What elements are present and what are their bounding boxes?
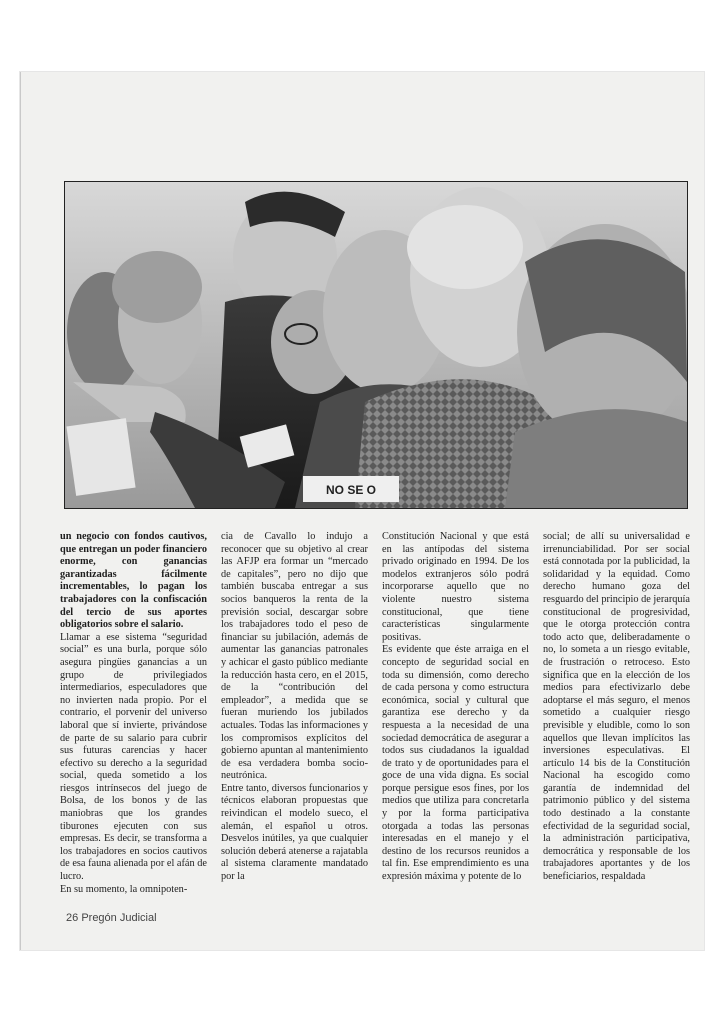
paragraph: social; de allí su universalidad e irrenunciabilidad. Por ser social está connotada por la publicidad, la solidaridad y la equidad. Como derecho humano goza del resguardo del principio de jerarquía constitucional de progresividad, que le otorga protección contra todo acto que, deliberadamente o no, lo someta a un riesgo evitable, de frustración o retroceso. Esto significa que en la elección de los medios para efectivizarlo debe adoptarse el más seguro, el menos sometido a cualquier riesgo previsible y eludible, como lo son aquellos que llevan implícitos las inversiones especulativas. El artículo 14 bis de la Constitución Nacional ha escogido como garantía de indemnidad del patrimonio público y del sistema todo destinado a la constante efectividad de la seguridad social, la administración participativa, democrática y responsable de los trabajadores aportantes y de los beneficiarios, respaldada <box>543 531 690 883</box>
protest-photo <box>64 181 688 509</box>
text-column-1 <box>60 531 207 896</box>
lead-paragraph: un negocio con fondos cautivos, que entregan un poder financiero enorme, con ganancias garantizadas fácilmente incrementables, lo pagan los trabajadores con la confiscación del tercio de sus aportes obligatorios sobre el salario. <box>60 531 207 631</box>
placard-text: NO SE O <box>325 483 377 497</box>
protest-photo-image <box>65 182 687 508</box>
text-column-4 <box>543 531 690 884</box>
magazine-page <box>20 72 704 950</box>
text-column-2 <box>221 531 368 884</box>
page-number: 26 <box>66 912 79 924</box>
page-footer <box>66 912 157 924</box>
paragraph: Es evidente que éste arraiga en el concepto de seguridad social en toda su dimensión, como derecho de cada persona y como estructura económica, social y cultural que garantiza ese derecho y da respuesta a la necesidad de una sociedad democrática de asegurar a todos sus ciudadanos la igualdad de trato y de oportunidades para el goce de una vida digna. Es social porque persigue esos fines, por los medios que utiliza para concretarla y por la forma participativa otorgada a todas las personas interesadas en el manejo y el destino de los recursos reunidos a tal fin. Ese emprendimiento es una expresión máxima y potente de lo <box>382 644 529 883</box>
publication-name: Pregón Judicial <box>81 912 157 924</box>
paragraph: Constitución Nacional y que está en las antípodas del sistema privado originado en 1994. De los modelos extranjeros sólo podrá incorporarse aquello que no violente nuestro sistema constitucional, que tiene características singularmente positivas. <box>382 531 529 643</box>
paragraph: En su momento, la omnipoten- <box>60 883 188 895</box>
paragraph: Llamar a ese sistema “seguridad social” es una burla, porque sólo asegura pingües ganancias a un grupo de privilegiados intermediarios, especuladores que no invierten nada propio. Por el contrario, el porvenir del universo laboral que sí invierte, privándose de parte de su salario para cubrir sus futuras carencias y hacer efectivo su derecho a la seguridad social, queda sometido a los riesgos intrínsecos del juego de Bolsa, de los bonos y de las maniobras que los grandes tiburones ejecuten con sus empresas. Es decir, se transforma a los trabajadores en socios cautivos de esa fauna alienada por el afán de lucro. <box>60 631 207 883</box>
paragraph: Entre tanto, diversos funcionarios y técnicos elaboran propuestas que reivindican el modelo sueco, el alemán, el español u otros. Desvelos inútiles, ya que cualquier solución deberá atenerse a rajatabla al sistema claramente mandatado por la <box>221 782 368 883</box>
text-column-3 <box>382 531 529 884</box>
paragraph: cia de Cavallo lo indujo a reconocer que su objetivo al crear las AFJP era formar un “mercado de capitales”, pero no dijo que también buscaba entregar a sus socios banqueros la renta de la previsión social, descargar sobre los trabajadores todo el peso de financiar su jubilación, además de aumentar las ganancias patronales y achicar el gasto público mediante la reducción hasta cero, en el 2015, de la “contribución del empleador”, a medida que se fueran muriendo los jubilados actuales. Todas las informaciones y los compromisos explícitos del gobierno apuntan al mantenimiento de esa verdadera bomba socio-neutrónica. <box>221 531 368 782</box>
